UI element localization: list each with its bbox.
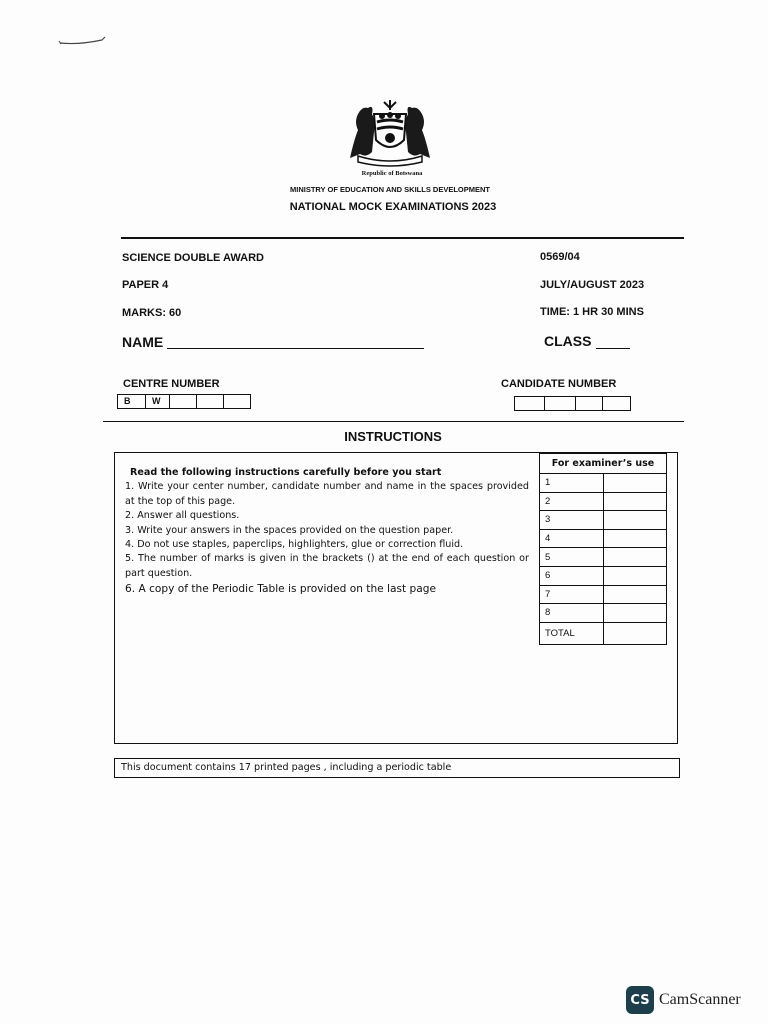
- instruction-item: 1. Write your center number, candidate number and name in the spaces provided at the top of this page.: [125, 481, 529, 507]
- examiner-mark-cell[interactable]: [604, 511, 667, 530]
- pen-scribble: [58, 34, 108, 48]
- exam-title: NATIONAL MOCK EXAMINATIONS 2023: [289, 201, 497, 213]
- centre-box[interactable]: B: [117, 394, 145, 409]
- candidate-number-label: CANDIDATE NUMBER: [501, 378, 617, 390]
- instruction-item: 6. A copy of the Periodic Table is provided on the last page: [125, 583, 436, 596]
- examiner-mark-cell[interactable]: [604, 474, 667, 493]
- centre-box[interactable]: [169, 394, 196, 409]
- candidate-number-boxes[interactable]: [514, 396, 631, 411]
- examiner-mark-cell[interactable]: [604, 548, 667, 567]
- exam-session: JULY/AUGUST 2023: [540, 279, 645, 291]
- coat-of-arms-icon: [344, 96, 436, 168]
- total-marks: MARKS: 60: [122, 307, 182, 319]
- class-label: CLASS: [544, 333, 592, 349]
- examiner-table: [539, 453, 667, 645]
- instruction-item: 2. Answer all questions.: [125, 510, 240, 522]
- camscanner-logo-icon: CS: [626, 986, 654, 1014]
- instruction-item: 5. The number of marks is given in the brackets () at the end of each question or part question.: [125, 553, 529, 579]
- examiner-mark-cell[interactable]: [604, 604, 667, 623]
- paper-code: 0569/04: [540, 251, 580, 263]
- centre-box[interactable]: [196, 394, 223, 409]
- instructions-lead: Read the following instructions carefully before you start: [130, 467, 442, 478]
- centre-number-boxes[interactable]: [117, 394, 251, 409]
- instruction-item: 4. Do not use staples, paperclips, highlighters, glue or correction fluid.: [125, 539, 464, 551]
- centre-box[interactable]: W: [145, 394, 169, 409]
- page-count-note: This document contains 17 printed pages , including a periodic table: [114, 758, 680, 778]
- camscanner-label: CamScanner: [659, 991, 741, 1008]
- candidate-box[interactable]: [544, 396, 575, 411]
- paper-number: PAPER 4: [122, 279, 169, 291]
- examiner-row-label: 2: [540, 492, 604, 511]
- examiner-row-label: 8: [540, 604, 604, 623]
- examiner-row-label: 1: [540, 474, 604, 493]
- ministry-heading: MINISTRY OF EDUCATION AND SKILLS DEVELOPMENT: [289, 185, 490, 194]
- exam-duration: TIME: 1 HR 30 MINS: [540, 306, 644, 318]
- divider-instructions: [103, 421, 684, 422]
- republic-heading: Republic of Botswana: [361, 170, 423, 177]
- candidate-box[interactable]: [575, 396, 602, 411]
- examiner-row-label: 3: [540, 511, 604, 530]
- examiner-mark-cell[interactable]: [604, 529, 667, 548]
- subject-title: SCIENCE DOUBLE AWARD: [122, 252, 264, 264]
- examiner-mark-cell[interactable]: [604, 492, 667, 511]
- examiner-mark-cell[interactable]: [604, 566, 667, 585]
- centre-box[interactable]: [223, 394, 251, 409]
- candidate-box[interactable]: [514, 396, 544, 411]
- name-label: NAME: [122, 334, 164, 350]
- examiner-row-label: 7: [540, 585, 604, 604]
- instructions-title: INSTRUCTIONS: [344, 429, 442, 444]
- instructions-list: [125, 466, 529, 597]
- class-field[interactable]: [596, 348, 630, 349]
- instruction-item: 3. Write your answers in the spaces provided on the question paper.: [125, 524, 454, 536]
- examiner-mark-cell[interactable]: [604, 585, 667, 604]
- examiner-row-label: 4: [540, 529, 604, 548]
- divider-top: [121, 237, 684, 239]
- examiner-total-cell[interactable]: [604, 622, 667, 644]
- examiner-total-label: TOTAL: [540, 622, 604, 644]
- candidate-box[interactable]: [602, 396, 631, 411]
- camscanner-watermark: [626, 986, 741, 1014]
- examiner-table-header: For examiner’s use: [540, 454, 667, 474]
- examiner-row-label: 6: [540, 566, 604, 585]
- name-field[interactable]: [167, 348, 424, 349]
- centre-number-label: CENTRE NUMBER: [123, 378, 220, 390]
- examiner-row-label: 5: [540, 548, 604, 567]
